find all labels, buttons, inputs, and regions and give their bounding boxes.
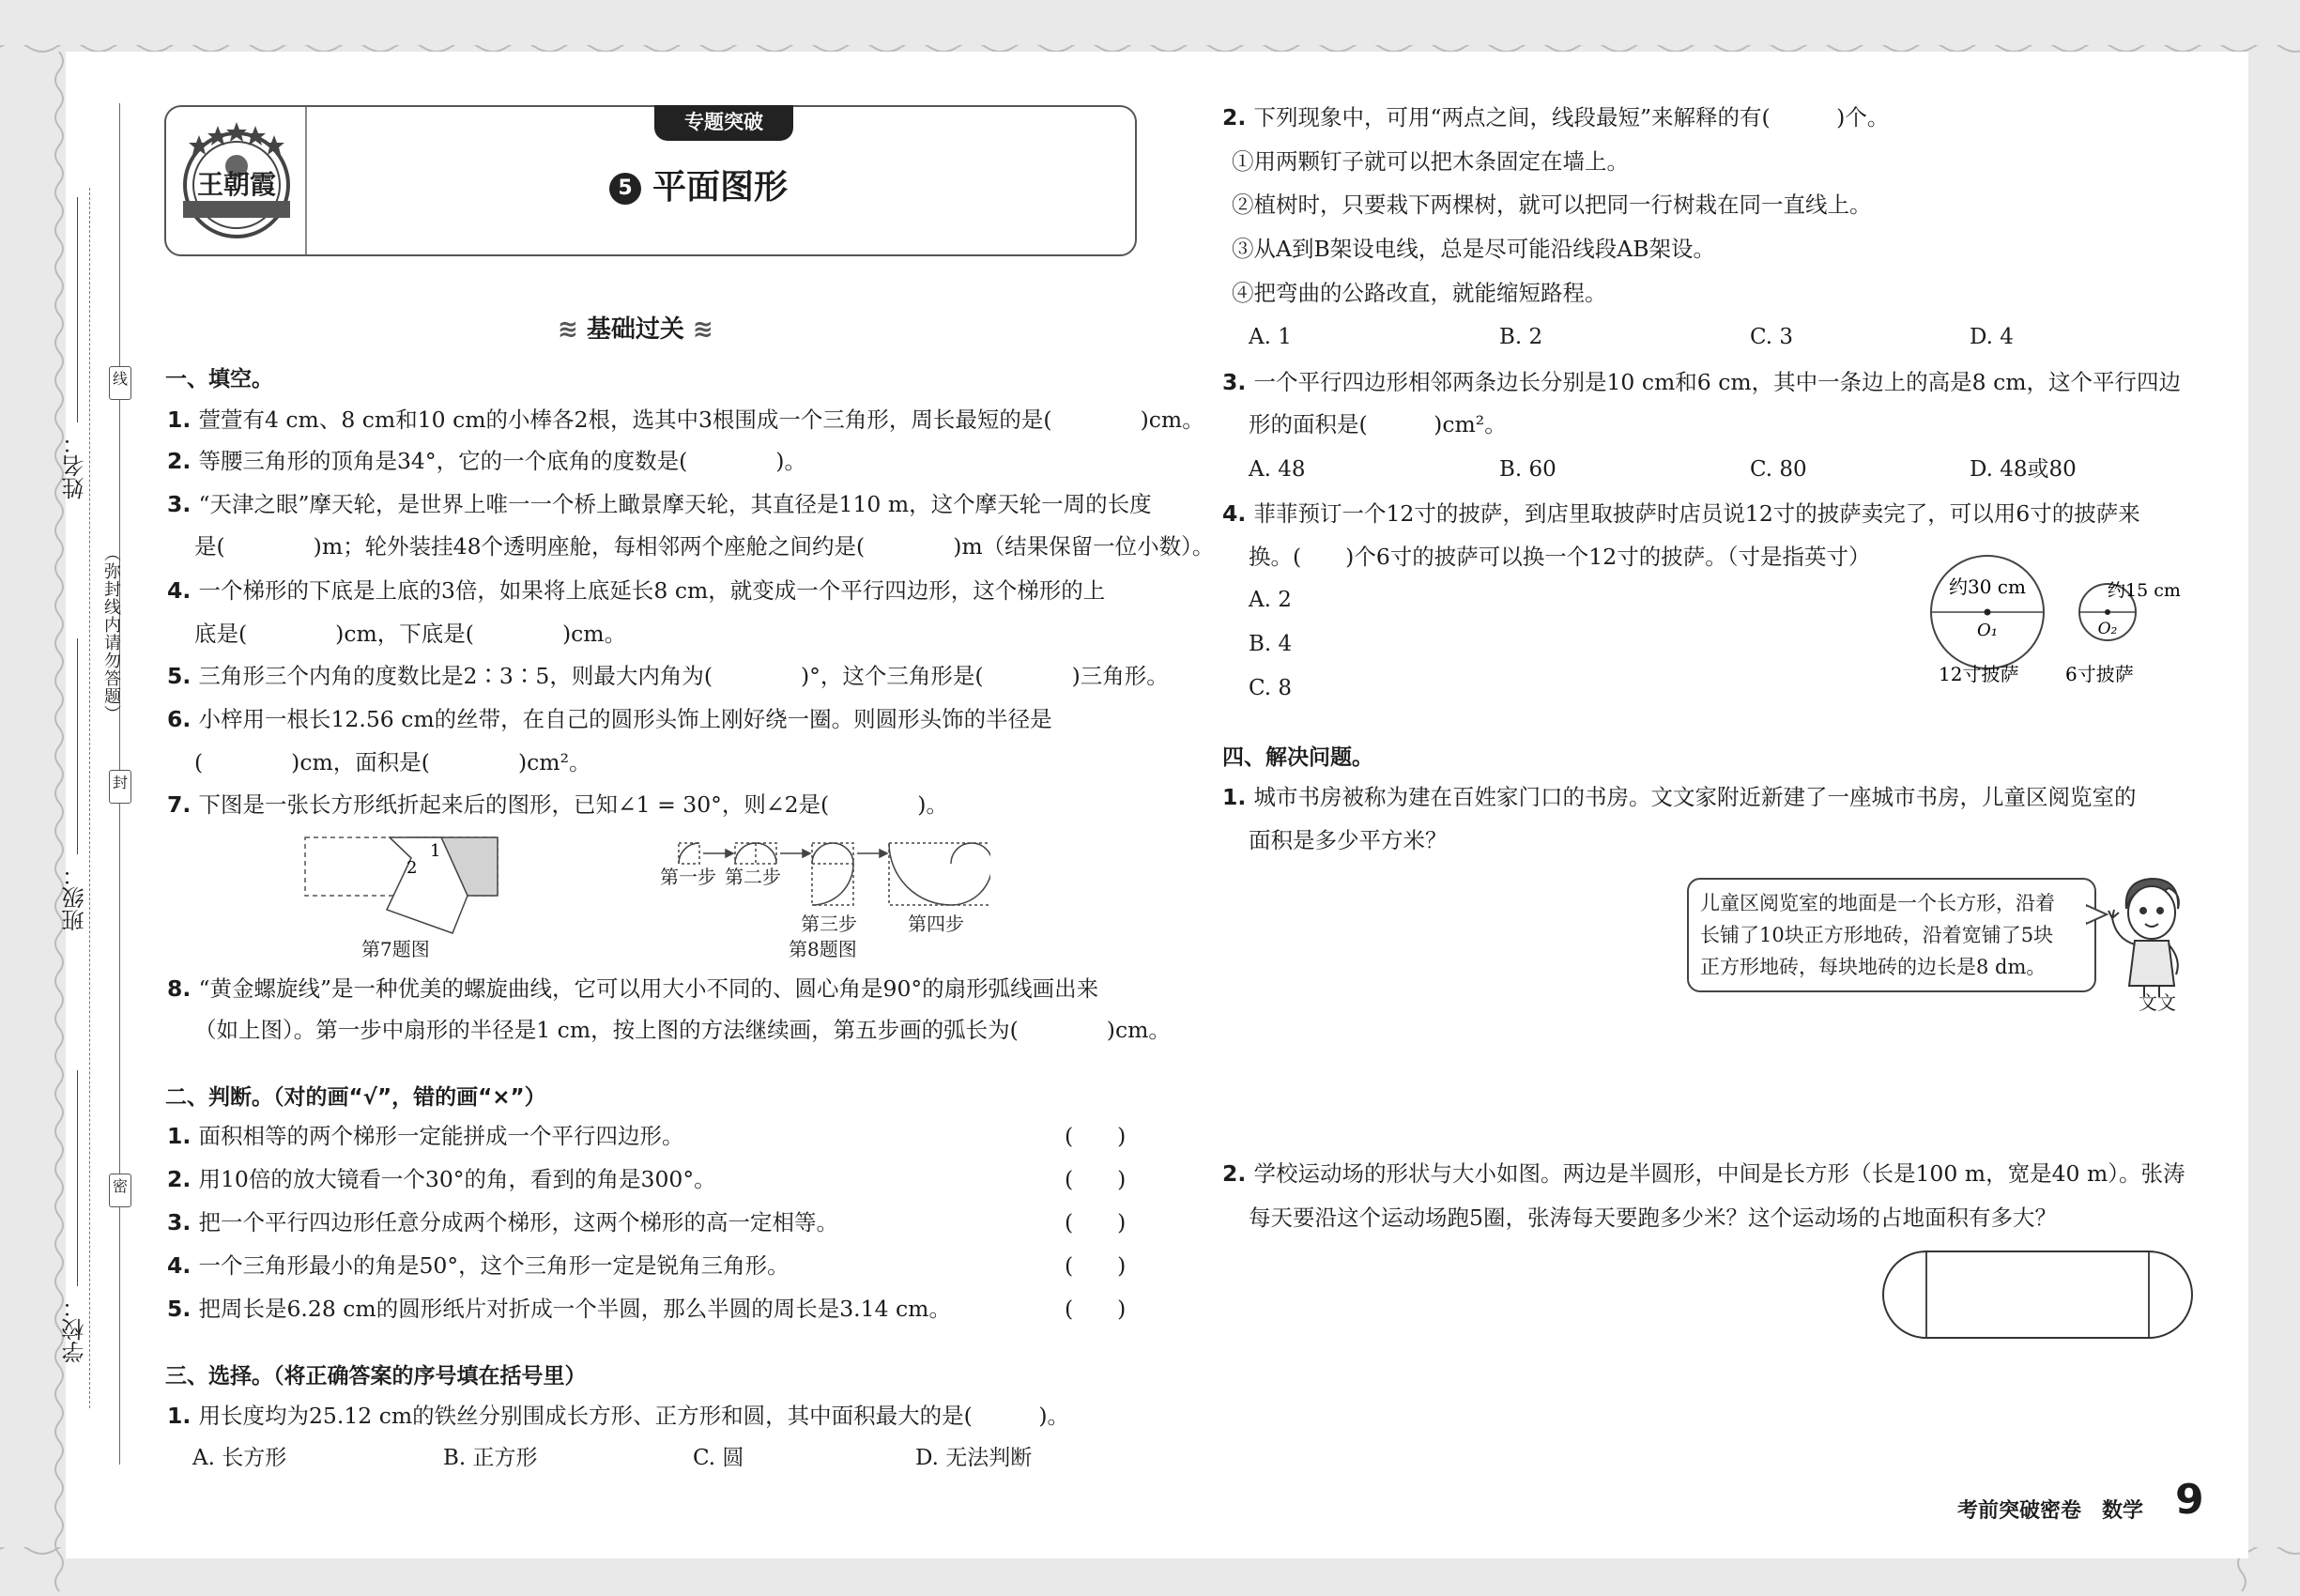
pizza-big-label: 约30 cm [1949, 575, 2026, 598]
s1-q1: 1. 萱萱有4 cm、8 cm和10 cm的小棒各2根，选其中3根围成一个三角形，周长最短的是( )cm。 [167, 407, 1204, 433]
s2-item-5: 5. 把周长是6.28 cm的圆形纸片对折成一个半圆，那么半圆的周长是3.14 cm。 [167, 1296, 951, 1322]
footer-text: 考前突破密卷 数学 [1957, 1498, 2144, 1523]
name-blank [77, 197, 79, 422]
binding-note: （弥封线内请勿答题） [101, 545, 121, 723]
fig7-diagram [300, 830, 507, 938]
school-label: 学校： [62, 1296, 88, 1363]
kid-name: 文文 [2139, 991, 2176, 1014]
s1-q4: 4. 一个梯形的下底是上底的3倍，如果将上底延长8 cm，就变成一个平行四边形，这个梯形的上 [167, 577, 1106, 604]
s1-q6: 6. 小梓用一根长12.56 cm的丝带，在自己的圆形头饰上刚好绕一圈。则圆形头饰的半径是 [167, 706, 1052, 732]
s3-q3-opt-c[interactable]: C. 80 [1750, 457, 1807, 482]
s3-q1-opt-b[interactable]: B. 正方形 [443, 1446, 538, 1470]
fig7-angle2: 2 [406, 858, 418, 878]
s3-q2-item-1: ①用两颗钉子就可以把木条固定在墙上。 [1232, 148, 1629, 175]
topic-badge: 专题突破 [654, 105, 793, 141]
s2-item-2: 2. 用10倍的放大镜看一个30°的角，看到的角是300°。 [167, 1166, 716, 1192]
section-heading [558, 310, 713, 345]
binding-dashed-line [89, 188, 91, 1408]
s2-item-1: 1. 面积相等的两个梯形一定能拼成一个平行四边形。 [167, 1123, 684, 1149]
s4-q2: 2. 学校运动场的形状与大小如图。两边是半圆形，中间是长方形（长是100 m，宽是40 m）。张涛 [1222, 1160, 2185, 1187]
s2-answer-3[interactable]: ( ) [1065, 1209, 1127, 1235]
fig8-step3: 第三步 [801, 913, 857, 935]
section-heading-text: 基础过关 [586, 315, 684, 344]
s3-q3-opt-b[interactable]: B. 60 [1499, 457, 1556, 482]
pizza-small-caption: 6寸披萨 [2065, 663, 2134, 685]
s3-q4-cont: 换。( )个6寸的披萨可以换一个12寸的披萨。（寸是指英寸） [1249, 544, 1871, 570]
pizza-big-caption: 12寸披萨 [1939, 663, 2019, 685]
s3-q2-opt-b[interactable]: B. 2 [1499, 325, 1543, 349]
s1-q3-cont: 是( )m；轮外装挂48个透明座舱，每相邻两个座舱之间约是( )m（结果保留一位小数）。 [194, 533, 1215, 560]
s1-q4-cont: 底是( )cm，下底是( )cm。 [194, 621, 627, 647]
fig8-step2: 第二步 [725, 866, 781, 888]
fig8-caption: 第8题图 [789, 938, 857, 960]
s3-q2-opt-c[interactable]: C. 3 [1750, 325, 1794, 349]
sports-field-diagram [1880, 1249, 2195, 1343]
speech-bubble [1687, 878, 2096, 992]
wave-left-icon: ≋ [558, 315, 587, 344]
s3-q1: 1. 用长度均为25.12 cm的铁丝分别围成长方形、正方形和圆，其中面积最大的是( )。 [167, 1403, 1069, 1429]
binding-mark-seal: 封 [109, 770, 131, 804]
s1-title: 一、填空。 [165, 367, 273, 391]
fig7-angle1: 1 [430, 841, 441, 861]
topic-number: 5 [609, 173, 641, 205]
s3-q4-opt-c[interactable]: C. 8 [1249, 676, 1293, 700]
binding-mark-line: 线 [109, 366, 131, 400]
name-label: 姓名： [62, 432, 88, 499]
s3-q4-opt-a[interactable]: A. 2 [1249, 588, 1292, 612]
s3-q4-opt-b[interactable]: B. 4 [1249, 632, 1293, 656]
s4-title: 四、解决问题。 [1222, 745, 1373, 770]
s3-q2: 2. 下列现象中，可用“两点之间，线段最短”来解释的有( )个。 [1222, 104, 1890, 130]
s1-q6-cont: ( )cm，面积是( )cm²。 [194, 749, 591, 775]
school-blank [77, 1070, 79, 1286]
s3-q1-opt-c[interactable]: C. 圆 [693, 1446, 744, 1470]
topic-title: 平面图形 [652, 168, 789, 207]
s2-item-4: 4. 一个三角形最小的角是50°，这个三角形一定是锐角三角形。 [167, 1252, 790, 1279]
pizza-figure [1924, 549, 2197, 695]
s4-q2-cont: 每天要沿这个运动场跑5圈，张涛每天要跑多少米？这个运动场的占地面积有多大？ [1249, 1205, 2057, 1231]
s3-q2-opt-a[interactable]: A. 1 [1249, 325, 1292, 349]
s3-q2-item-2: ②植树时，只要栽下两棵树，就可以把同一行树栽在同一直线上。 [1232, 192, 1872, 218]
binding-mark-secret: 密 [109, 1174, 131, 1207]
kid-illustration [2103, 873, 2201, 1000]
page-number: 9 [2175, 1476, 2204, 1524]
s4-q1-cont: 面积是多少平方米？ [1249, 827, 1448, 853]
s4-q1: 1. 城市书房被称为建在百姓家门口的书房。文文家附近新建了一座城市书房，儿童区阅览室的 [1222, 784, 2137, 810]
s3-q2-opt-d[interactable]: D. 4 [1970, 325, 2014, 349]
pizza-big-center: O₁ [1977, 621, 1998, 640]
s2-answer-5[interactable]: ( ) [1065, 1296, 1127, 1322]
pizza-small-center: O₂ [2097, 620, 2118, 638]
s2-title: 二、判断。（对的画“√”，错的画“×”） [165, 1085, 546, 1110]
s3-q3: 3. 一个平行四边形相邻两条边长分别是10 cm和6 cm，其中一条边上的高是8 cm，这个平行四边 [1222, 369, 2182, 395]
fig7-caption: 第7题图 [361, 938, 430, 960]
s2-answer-1[interactable]: ( ) [1065, 1123, 1127, 1149]
s1-q2: 2. 等腰三角形的顶角是34°，它的一个底角的度数是( )。 [167, 448, 806, 474]
logo-text: 王朝霞 [196, 169, 277, 200]
s1-q8-cont: （如上图）。第一步中扇形的半径是1 cm，按上图的方法继续画，第五步画的弧长为( )cm。 [194, 1017, 1171, 1043]
s3-q3-opt-a[interactable]: A. 48 [1249, 457, 1306, 482]
s3-q3-cont: 形的面积是( )cm²。 [1249, 411, 1507, 437]
fig8-step4: 第四步 [908, 913, 964, 935]
s3-q2-item-3: ③从A到B架设电线，总是尽可能沿线段AB架设。 [1232, 236, 1715, 262]
s1-q8: 8. “黄金螺旋线”是一种优美的螺旋曲线，它可以用大小不同的、圆心角是90°的扇形弧线画出来 [167, 975, 1099, 1002]
s3-q1-opt-d[interactable]: D. 无法判断 [915, 1446, 1033, 1470]
header-box [164, 105, 1137, 256]
s3-q4: 4. 菲菲预订一个12寸的披萨，到店里取披萨时店员说12寸的披萨卖完了，可以用6寸的披萨来 [1222, 500, 2140, 527]
class-blank [77, 638, 79, 854]
s3-q1-opt-a[interactable]: A. 长方形 [192, 1446, 287, 1470]
bubble-line-1: 儿童区阅览室的地面是一个长方形，沿着 [1700, 892, 2055, 914]
fig8-step1: 第一步 [660, 866, 716, 888]
s2-answer-2[interactable]: ( ) [1065, 1166, 1127, 1192]
logo [176, 115, 298, 246]
s3-title: 三、选择。（将正确答案的序号填在括号里） [165, 1364, 587, 1389]
s1-q5: 5. 三角形三个内角的度数比是2∶3∶5，则最大内角为( )°，这个三角形是( )三角形。 [167, 663, 1169, 689]
s1-q3: 3. “天津之眼”摩天轮，是世界上唯一一个桥上瞰景摩天轮，其直径是110 m，这个摩天轮一周的长度 [167, 491, 1152, 517]
s2-item-3: 3. 把一个平行四边形任意分成两个梯形，这两个梯形的高一定相等。 [167, 1209, 838, 1235]
wave-right-icon: ≋ [683, 315, 713, 344]
class-label: 班级： [62, 864, 88, 931]
bubble-line-3: 正方形地砖，每块地砖的边长是8 dm。 [1700, 956, 2047, 978]
s2-answer-4[interactable]: ( ) [1065, 1252, 1127, 1279]
s3-q3-opt-d[interactable]: D. 48或80 [1970, 457, 2077, 482]
bubble-line-2: 长铺了10块正方形地砖，沿着宽铺了5块 [1700, 924, 2054, 946]
pizza-small-label: 约15 cm [2108, 580, 2181, 601]
header-divider [305, 107, 307, 254]
s3-q2-item-4: ④把弯曲的公路改直，就能缩短路程。 [1232, 280, 1607, 306]
s1-q7: 7. 下图是一张长方形纸折起来后的图形，已知∠1 = 30°，则∠2是( )。 [167, 791, 948, 818]
